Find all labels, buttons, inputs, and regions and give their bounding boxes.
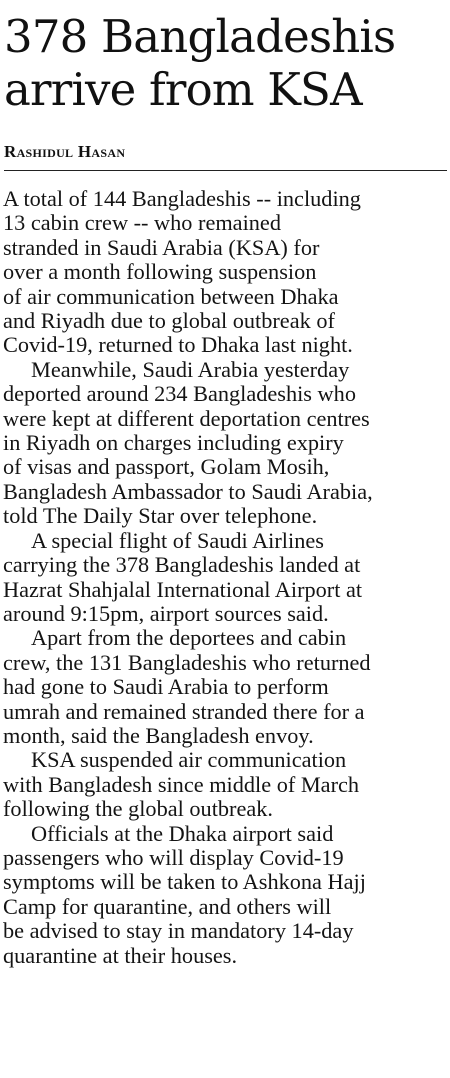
headline [4,10,448,116]
text-line: month, said the Bangladesh envoy. [3,722,314,748]
text-line: of visas and passport, Golam Mosih, [3,454,330,480]
text-line: and Riyadh due to global outbreak of [3,308,335,334]
text-line: deported around 234 Bangladeshis who [3,381,356,407]
text-line: be advised to stay in mandatory 14-day [3,918,354,944]
text-line: Hazrat Shahjalal International Airport at [3,576,363,602]
text-line: in Riyadh on charges including expiry [3,430,344,456]
text-line: following the global outbreak. [3,796,273,822]
paragraph [3,529,449,627]
text-line: over a month following suspension [3,259,317,285]
text-line: were kept at different deportation centres [3,405,370,431]
text-line: symptoms will be taken to Ashkona Hajj [3,869,366,895]
text-line: carrying the 378 Bangladeshis landed at [3,552,361,578]
text-line: 13 cabin crew -- who remained [3,210,281,236]
text-line: crew, the 131 Bangladeshis who returned [3,649,371,675]
text-line: with Bangladesh since middle of March [3,771,360,797]
article-body [3,187,449,968]
paragraph [3,358,449,529]
text-line: quarantine at their houses. [3,942,238,968]
byline: Rashidul Hasan [4,142,126,161]
headline-line: 378 Bangladeshis [4,10,396,63]
text-line: Camp for quarantine, and others will [3,893,332,919]
text-line: Covid-19, returned to Dhaka last night. [3,332,353,358]
text-line: A special flight of Saudi Airlines [31,527,324,553]
paragraph [3,626,449,748]
text-line: Bangladesh Ambassador to Saudi Arabia, [3,478,373,504]
text-line: Apart from the deportees and cabin [31,625,347,651]
text-line: passengers who will display Covid-19 [3,844,344,870]
paragraph [3,822,449,968]
text-line: A total of 144 Bangladeshis -- including [3,186,361,211]
paragraph [3,748,449,821]
text-line: Meanwhile, Saudi Arabia yesterday [31,356,350,382]
text-line: stranded in Saudi Arabia (KSA) for [3,234,320,260]
text-line: had gone to Saudi Arabia to perform [3,674,329,700]
text-line: around 9:15pm, airport sources said. [3,600,329,626]
text-line: KSA suspended air communication [31,747,347,773]
paragraph [3,187,449,358]
text-line: told The Daily Star over telephone. [3,503,318,529]
headline-line: arrive from KSA [4,63,362,116]
text-line: of air communication between Dhaka [3,283,339,309]
text-line: umrah and remained stranded there for a [3,698,365,724]
text-line: Officials at the Dhaka airport said [31,820,334,846]
byline-divider [4,170,447,171]
